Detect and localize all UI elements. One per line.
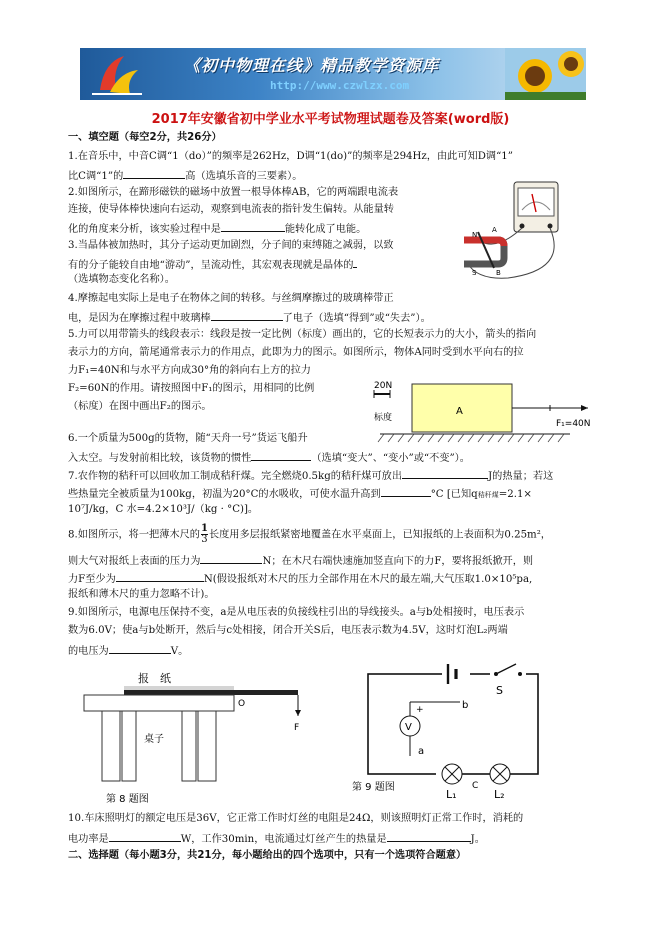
figure-q5-force-diagram xyxy=(370,378,600,448)
q7-text-d: °C [已知q xyxy=(430,489,478,500)
fig8-table-label: 桌子 xyxy=(144,734,164,745)
q4-line2 xyxy=(68,309,431,326)
q2-text-b: 能转化成了电能。 xyxy=(284,224,367,235)
banner-url: http://www.czwlzx.com xyxy=(270,79,410,92)
q2-line1: 2.如图所示，在蹄形磁铁的磁场中放置一根导体棒AB，它的两端跟电流表 xyxy=(68,187,399,198)
banner-title: 《初中物理在线》精品教学资源库 xyxy=(184,56,440,75)
q8-text-c: 则大气对报纸上表面的压力为 xyxy=(68,556,201,567)
q3-line1: 3.当晶体被加热时，其分子运动更加剧烈，分子间的束缚随之减弱，以致 xyxy=(68,240,394,251)
q1-text-b: 高（选填乐音的三要素）。 xyxy=(185,171,303,182)
fig8-ruler xyxy=(124,690,298,695)
q8-line3 xyxy=(68,570,532,587)
fig8-paper-label: 报 纸 xyxy=(138,672,171,685)
q4-text-b: 了电子（选填“得到”或“失去”）。 xyxy=(282,313,431,324)
q9-text-b: V。 xyxy=(170,646,189,657)
q5-line1: 5.力可以用带箭头的线段表示：线段是按一定比例（标度）画出的，它的长短表示力的大小，箭头的指向 xyxy=(68,329,537,340)
section2-heading: 二、选择题（每小题3分，共21分，每小题给出的四个选项中，只有一个选项符合题意） xyxy=(68,850,467,861)
section-heading: 一、填空题（每空2分，共26分） xyxy=(68,132,222,143)
fig5-force-label: F₁=40N xyxy=(556,419,591,429)
fig9-plus-label: + xyxy=(416,705,424,715)
q5-line4: F₂=60N的作用。请按照图中F₁的图示，用相同的比例 xyxy=(68,383,315,394)
figure-q9-circuit xyxy=(350,660,560,800)
q9-line1: 9.如图所示，电源电压保持不变，a是从电压表的负接线柱引出的导线接头。a与b处相接时，电压表示 xyxy=(68,607,525,618)
sunflower-icon xyxy=(505,48,586,100)
q3-answer-blank[interactable] xyxy=(353,256,357,268)
q9-line2: 数为6.0V；使a与b处断开，然后与c处相接，闭合开关S后，电压表示数为4.5V，这时灯泡L₂两端 xyxy=(68,625,508,636)
q9-text-a: 的电压为 xyxy=(68,646,109,657)
q5-line5: （标度）在图中画出F₂的图示。 xyxy=(68,401,212,412)
q7-text-a: 7.农作物的秸秆可以回收加工制成秸秆煤。完全燃烧0.5kg的秸秆煤可放出 xyxy=(68,471,403,482)
fig9-l1-label: L₁ xyxy=(446,788,457,800)
fig8-force-label: F xyxy=(294,723,300,733)
q6-text-a: 入太空。与发射前相比较，该货物的惯性 xyxy=(68,453,252,464)
q7-text-c: 些热量完全被质量为100kg，初温为20°C的水吸收，可使水温升高到 xyxy=(68,489,381,500)
q9-line3 xyxy=(68,642,188,659)
figure-q8-ruler-newspaper xyxy=(82,664,322,810)
q5-line3: 力F₁=40N和与水平方向成30°角的斜向右上方的拉力 xyxy=(68,365,311,376)
q2-line3 xyxy=(68,220,366,237)
q4-line1: 4.摩擦起电实际上是电子在物体之间的转移。与丝绸摩擦过的玻璃棒带正 xyxy=(68,293,394,304)
q7-subscript: 秸秆煤 xyxy=(477,491,499,499)
q7-answer-blank-1[interactable] xyxy=(402,467,488,479)
q7-line1 xyxy=(68,467,553,484)
q2-text-a: 化的角度来分析，该实验过程中是 xyxy=(68,224,221,235)
q10-line1: 10.车床照明灯的额定电压是36V，它正常工作时灯丝的电阻是24Ω，则该照明灯正常工作时，消耗的 xyxy=(68,813,524,824)
q1-line1: 1.在音乐中，中音C调“1（do）”的频率是262Hz，D调“1(do)”的频率是294Hz，由此可知D调“1” xyxy=(68,151,513,162)
document-title: 2017年安徽省初中学业水平考试物理试题卷及答案(word版) xyxy=(151,112,510,127)
q2-line2: 连接，使导体棒快速向右运动，观察到电流表的指针发生偏转。从能量转 xyxy=(68,204,394,215)
fig8-point-label: O xyxy=(238,699,246,709)
q4-answer-blank[interactable] xyxy=(211,309,283,321)
fig9-c-label: C xyxy=(472,781,479,791)
q6-text-b: （选填“变大”、“变小”或“不变”）。 xyxy=(311,453,470,464)
q3-line3: （选填物态变化名称）。 xyxy=(68,274,175,285)
q8-line2 xyxy=(68,552,533,569)
q8-fraction: $\frac{1}{3}$ xyxy=(200,523,208,545)
fig5-block-label: A xyxy=(456,406,463,417)
logo-icon xyxy=(86,50,146,98)
fig9-a-label: a xyxy=(418,746,425,757)
fig5-scale-label: 标度 xyxy=(374,413,393,423)
fig9-switch-label: S xyxy=(496,684,503,697)
q8-text-a: 8.如图所示，将一把薄木尺的 xyxy=(68,529,200,541)
q8-text-f: N(假设报纸对木尺的压力全部作用在木尺的最左端,大气压取1.0×10⁵pa, xyxy=(203,574,533,585)
q6-answer-blank[interactable] xyxy=(251,449,311,461)
q6-line2 xyxy=(68,449,470,466)
q6-line1: 6.一个质量为500g的货物，随“天舟一号”货运飞船升 xyxy=(68,433,308,444)
q1-text-a: 比C调“1”的 xyxy=(68,171,124,182)
q8-text-d: N；在木尺右端快速施加竖直向下的力F，要将报纸掀开，则 xyxy=(262,556,534,567)
q7-line3: 10⁷J/kg，C 水=4.2×10³J/（kg · °C)]。 xyxy=(68,504,259,515)
q3-text-a: 有的分子能较自由地“游动”，呈流动性，其宏观表现就是晶体的 xyxy=(68,260,354,271)
fig9-caption: 第 9 题图 xyxy=(352,782,395,793)
svg-text:A: A xyxy=(492,226,497,234)
q8-line1 xyxy=(68,524,551,547)
q9-answer-blank[interactable] xyxy=(109,642,171,654)
q10-answer-blank-2[interactable] xyxy=(387,830,471,842)
q10-line2 xyxy=(68,830,485,847)
fig8-tabletop xyxy=(84,695,234,711)
fig8-caption: 第 8 题图 xyxy=(106,794,149,805)
q10-answer-blank-1[interactable] xyxy=(109,830,181,842)
q8-answer-blank-1[interactable] xyxy=(200,552,262,564)
q2-answer-blank[interactable] xyxy=(221,220,285,232)
q8-text-e: 力F至少为 xyxy=(68,574,116,585)
q7-text-b: J的热量；若这 xyxy=(488,471,554,482)
q10-text-b: W，工作30min，电流通过灯丝产生的热量是 xyxy=(180,834,387,845)
q10-text-a: 电功率是 xyxy=(68,834,109,845)
q7-answer-blank-2[interactable] xyxy=(381,485,431,497)
svg-text:N: N xyxy=(472,231,478,239)
q1-answer-blank[interactable] xyxy=(123,167,185,179)
header-banner xyxy=(80,48,586,100)
svg-text:S: S xyxy=(472,269,477,277)
q10-text-c: J。 xyxy=(470,834,485,845)
fig9-b-label: b xyxy=(462,700,469,711)
figure-q2-ammeter-magnet xyxy=(448,180,588,290)
q4-text-a: 电，是因为在摩擦过程中玻璃棒 xyxy=(68,313,211,324)
q7-line2 xyxy=(68,485,532,502)
q1-line2 xyxy=(68,167,302,184)
fig5-scale-value: 20N xyxy=(374,381,393,391)
q8-text-b: 长度用多层报纸紧密地覆盖在水平桌面上，已知报纸的上表面积为0.25m²， xyxy=(208,529,551,541)
q5-line2: 表示力的方向，箭尾通常表示力的作用点，此即为力的图示。如图所示，物体A同时受到水平向右的拉 xyxy=(68,347,524,358)
q7-text-e: =2.1× xyxy=(498,489,532,500)
fig9-meter-label: V xyxy=(405,722,412,733)
q8-line4: 报纸和薄木尺的重力忽略不计)。 xyxy=(68,589,215,600)
q8-answer-blank-2[interactable] xyxy=(116,570,204,582)
q3-line2 xyxy=(68,256,357,273)
fig9-l2-label: L₂ xyxy=(494,788,505,800)
svg-text:B: B xyxy=(496,269,501,277)
